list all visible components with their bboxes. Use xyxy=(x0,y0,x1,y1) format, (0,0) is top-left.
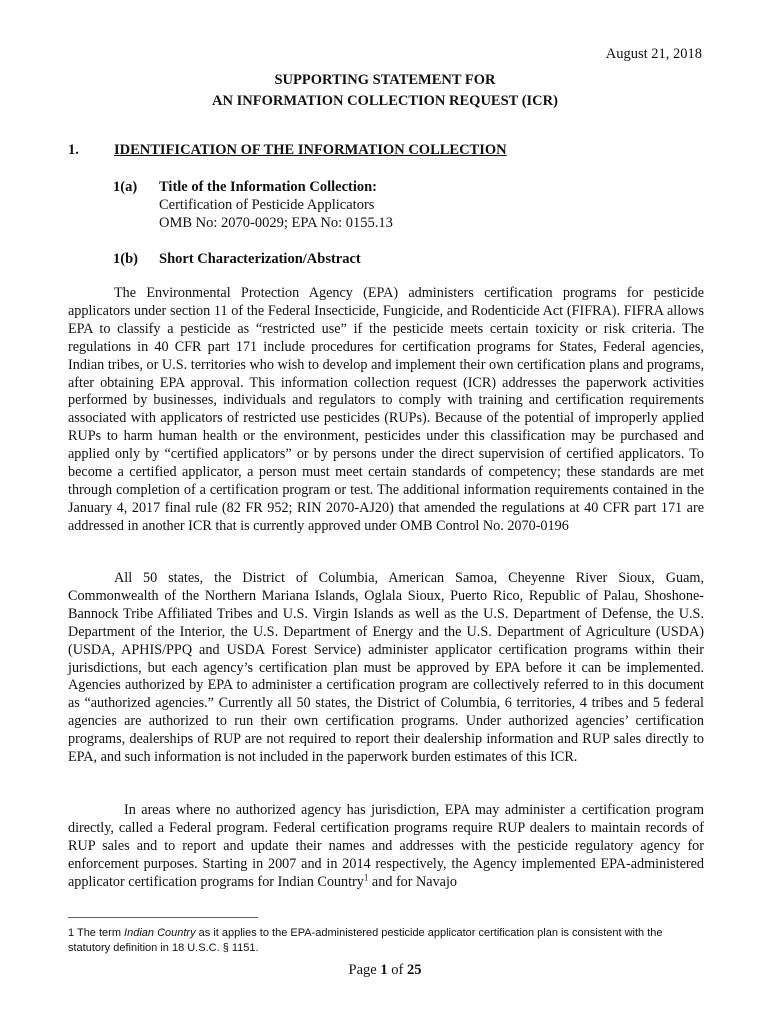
page-number xyxy=(0,962,770,979)
section-number: 1. xyxy=(68,142,79,158)
footnote-divider xyxy=(68,917,258,918)
paragraph-authorized-agencies xyxy=(68,570,704,767)
subsection-1b-number: 1(b) xyxy=(113,251,138,267)
paragraph-2-text: All 50 states, the District of Columbia, American Samoa, Cheyenne River Sioux, Guam, Commonwealth of the Northern Mariana Islands, Oglala Sioux, Puerto Rico, Republic of Palau, Shoshone-Bannock Tribe Affiliated Tribes and U.S. Virgin Islands as well as the U.S. Department of Defense, the U.S. Department of the Interior, the U.S. Department of Energy and the U.S. Department of Agriculture (USDA)(USDA, APHIS/PPQ and USDA Forest Service) administer applicator certification programs within their jurisdictions, but each agency’s certification plan must be approved by EPA before it can be implemented. Agencies authorized by EPA to administer a certification program are collectively referred to in this document as “authorized agencies.” Currently all 50 states, the District of Columbia, 6 territories, 4 tribes and 5 federal agencies are authorized to run their own certification programs. Under authorized agencies’ certification programs, dealerships of RUP are not required to report their dealership information and RUP sales directly to EPA, and such information is not included in the paperwork burden estimates of this ICR. xyxy=(68,570,704,766)
subsection-1a-heading: Title of the Information Collection: xyxy=(159,179,378,195)
title-line-1: SUPPORTING STATEMENT FOR xyxy=(274,72,496,88)
page-current: 1 xyxy=(380,962,388,978)
section-1-heading xyxy=(68,142,507,159)
paragraph-3-tail: and for Navajo xyxy=(368,873,458,890)
paragraph-1-text: The Environmental Protection Agency (EPA) administers certification programs for pesticide applicators under section 11 of the Federal Insecticide, Fungicide, and Rodenticide Act (FIFRA). FIFRA allows EPA to classify a pesticide as “restricted use” if the pesticide meets certain toxicity or risk criteria. The regulations in 40 CFR part 171 include procedures for certification programs for States, Federal agencies, Indian tribes, or U.S. territories who wish to develop and implement their own certification plans and programs, after obtaining EPA approval. This information collection request (ICR) addresses the paperwork activities performed by businesses, individuals and regulators to comply with training and certification requirements associated with applicators of restricted use pesticides (RUPs). Because of the potential of improperly applied RUPs to harm human health or the environment, pesticides under this classification may be purchased and applied only by “certified applicators” or by persons under the direct supervision of certified applicators. To become a certified applicator, a person must meet certain standards of competency; these standards are met through completion of a certification program or test. The additional information requirements contained in the January 4, 2017 final rule (82 FR 952; RIN 2070-AJ20) that amended the regulations at 40 CFR part 171 are addressed in another ICR that is currently approved under OMB Control No. 2070-0196 xyxy=(68,285,704,534)
page-prefix: Page xyxy=(348,962,381,978)
section-title: IDENTIFICATION OF THE INFORMATION COLLECTION xyxy=(114,142,507,158)
paragraph-federal-program xyxy=(68,802,704,892)
footnote-lead: 1 The term xyxy=(68,927,125,939)
document-date: August 21, 2018 xyxy=(605,46,702,62)
document-title xyxy=(0,70,770,112)
footnote xyxy=(68,926,704,956)
omb-number: OMB No: 2070-0029; EPA No: 0155.13 xyxy=(159,215,393,231)
paragraph-abstract xyxy=(68,285,704,536)
footnote-text: as it applies to the EPA-administered pesticide applicator certification plan is consistent with the statutory definition in 18 U.S.C. § 1151. xyxy=(68,927,663,954)
collection-title: Certification of Pesticide Applicators xyxy=(159,197,375,213)
page-total: 25 xyxy=(406,962,422,978)
title-line-2: AN INFORMATION COLLECTION REQUEST (ICR) xyxy=(212,93,558,109)
subsection-1a-number: 1(a) xyxy=(113,179,138,195)
footnote-reference: 1 xyxy=(363,871,369,882)
page-of: of xyxy=(387,962,407,978)
subsection-1b-heading: Short Characterization/Abstract xyxy=(159,251,361,267)
paragraph-3-text: In areas where no authorized agency has jurisdiction, EPA may administer a certification program directly, called a Federal program. Federal certification programs require RUP dealers to maintain records of RUP sales and to report and update their names and addresses with the pesticide regulatory agency for enforcement purposes. Starting in 2007 and in 2014 respectively, the Agency implemented EPA-administered applicator certification programs for Indian Country xyxy=(68,802,704,890)
footnote-term: Indian Country xyxy=(124,927,196,939)
